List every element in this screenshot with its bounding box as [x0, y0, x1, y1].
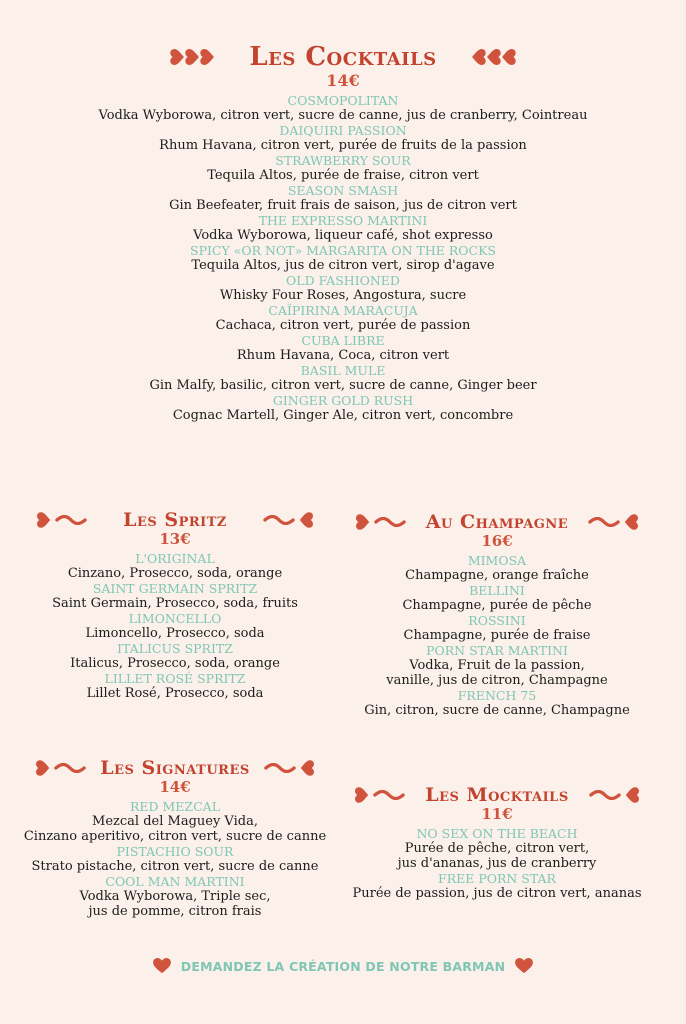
spritz-price: 13€: [159, 530, 191, 548]
drink-name: SPICY «OR NOT» MARGARITA ON THE ROCKS: [190, 243, 496, 258]
champagne-title: Au Champagne: [425, 511, 569, 533]
menu-item: [0, 153, 686, 183]
signatures-price: 14€: [159, 778, 191, 796]
menu-item: [16, 611, 334, 641]
drink-name: FREE PORN STAR: [438, 871, 556, 886]
menu-item: [0, 93, 686, 123]
drink-name: FRENCH 75: [457, 688, 537, 703]
menu-item: [16, 671, 334, 701]
drink-description: Gin Malfy, basilic, citron vert, sucre de canne, Ginger beer: [149, 378, 537, 393]
drink-description-line2: jus de pomme, citron frais: [88, 904, 262, 919]
drink-description: Gin Beefeater, fruit frais de saison, jus de citron vert: [169, 198, 517, 213]
menu-item: [0, 393, 686, 423]
drink-name: ROSSINI: [468, 613, 526, 628]
menu-item: [16, 799, 334, 844]
menu-item: [338, 643, 656, 688]
drink-description: Cachaca, citron vert, purée de passion: [215, 318, 471, 333]
drink-name: ITALICUS SPRITZ: [117, 641, 233, 656]
drink-name: SEASON SMASH: [287, 183, 399, 198]
heart-wave-left-icon: [37, 512, 87, 528]
menu-item: [0, 333, 686, 363]
drink-description: Tequila Altos, jus de citron vert, sirop d'agave: [191, 258, 495, 273]
champagne-price: 16€: [481, 532, 513, 550]
drink-name: COOL MAN MARTINI: [105, 874, 245, 889]
triple-heart-left-icon: [170, 49, 215, 65]
drink-name: PISTACHIO SOUR: [116, 844, 234, 859]
drink-description: Purée de pêche, citron vert,: [404, 841, 590, 856]
drink-name: MIMOSA: [467, 553, 527, 568]
drink-description: Vodka Wyborowa, citron vert, sucre de canne, jus de cranberry, Cointreau: [98, 108, 588, 123]
menu-item: [338, 553, 656, 583]
cocktails-list: [0, 93, 686, 423]
menu-item: [338, 583, 656, 613]
heart-wave-left-icon: [36, 760, 86, 776]
drink-name: CUBA LIBRE: [301, 333, 385, 348]
drink-name: STRAWBERRY SOUR: [275, 153, 411, 168]
mocktails-list: [338, 826, 656, 901]
drink-description: Vodka Wyborowa, Triple sec,: [79, 889, 271, 904]
drink-name: GINGER GOLD RUSH: [272, 393, 414, 408]
cocktails-title: Les Cocktails: [249, 42, 437, 72]
signatures-list: [16, 799, 334, 919]
menu-item: [0, 363, 686, 393]
footer-text: DEMANDEZ LA CRÉATION DE NOTRE BARMAN: [180, 958, 506, 974]
drink-description: Saint Germain, Prosecco, soda, fruits: [52, 596, 298, 611]
drink-description: Gin, citron, sucre de canne, Champagne: [364, 703, 630, 718]
heart-wave-left-icon: [355, 787, 405, 803]
menu-item: [338, 826, 656, 871]
triple-heart-right-icon: [471, 49, 516, 65]
drink-name: THE EXPRESSO MARTINI: [258, 213, 428, 228]
mocktails-title: Les Mocktails: [425, 784, 569, 806]
menu-item: [0, 273, 686, 303]
drink-description-line2: jus d'ananas, jus de cranberry: [397, 856, 597, 871]
drink-name: CAÏPIRINA MARACUJA: [268, 303, 418, 318]
spritz-section: [16, 509, 334, 701]
heart-wave-right-icon: [588, 514, 638, 530]
drink-name: L'ORIGINAL: [135, 551, 215, 566]
drink-description: Limoncello, Prosecco, soda: [85, 626, 265, 641]
spritz-list: [16, 551, 334, 701]
drink-description: Vodka Wyborowa, liqueur café, shot expresso: [193, 228, 493, 243]
menu-item: [16, 844, 334, 874]
drink-name: DAIQUIRI PASSION: [279, 123, 407, 138]
drink-name: LILLET ROSÉ SPRITZ: [104, 671, 246, 686]
drink-description: Rhum Havana, Coca, citron vert: [236, 348, 450, 363]
cocktails-section: [0, 42, 686, 423]
spritz-title: Les Spritz: [123, 509, 227, 531]
drink-description: Tequila Altos, purée de fraise, citron vert: [207, 168, 479, 183]
signatures-title: Les Signatures: [100, 757, 250, 779]
menu-item: [16, 581, 334, 611]
drink-description: Strato pistache, citron vert, sucre de canne: [31, 859, 319, 874]
drink-description: Lillet Rosé, Prosecco, soda: [86, 686, 264, 701]
menu-item: [0, 213, 686, 243]
heart-wave-right-icon: [589, 787, 639, 803]
menu-item: [338, 613, 656, 643]
drink-name: LIMONCELLO: [128, 611, 222, 626]
drink-description: Italicus, Prosecco, soda, orange: [70, 656, 280, 671]
drink-description: Rhum Havana, citron vert, purée de fruits de la passion: [159, 138, 527, 153]
drink-description: Whisky Four Roses, Angostura, sucre: [219, 288, 467, 303]
menu-item: [16, 641, 334, 671]
mocktails-section: [338, 784, 656, 901]
heart-icon: [515, 958, 533, 974]
champagne-section: [338, 511, 656, 718]
drink-name: SAINT GERMAIN SPRITZ: [92, 581, 258, 596]
drink-description-line2: vanille, jus de citron, Champagne: [386, 673, 608, 688]
menu-item: [0, 303, 686, 333]
footer: [0, 958, 686, 974]
menu-item: [338, 688, 656, 718]
heart-wave-right-icon: [264, 760, 314, 776]
drink-description: Cognac Martell, Ginger Ale, citron vert, concombre: [172, 408, 514, 423]
drink-name: COSMOPOLITAN: [287, 93, 399, 108]
cocktails-price: 14€: [326, 71, 360, 90]
drink-description-line2: Cinzano aperitivo, citron vert, sucre de canne: [23, 829, 327, 844]
menu-item: [0, 123, 686, 153]
drink-description: Vodka, Fruit de la passion,: [409, 658, 585, 673]
drink-description: Champagne, purée de fraise: [403, 628, 591, 643]
drink-name: BASIL MULE: [300, 363, 386, 378]
menu-item: [0, 243, 686, 273]
drink-name: BELLINI: [469, 583, 525, 598]
drink-name: OLD FASHIONED: [286, 273, 400, 288]
champagne-list: [338, 553, 656, 718]
signatures-section: [16, 757, 334, 919]
drink-name: NO SEX ON THE BEACH: [416, 826, 578, 841]
menu-item: [16, 551, 334, 581]
drink-name: RED MEZCAL: [129, 799, 221, 814]
drink-description: Champagne, purée de pêche: [402, 598, 592, 613]
heart-icon: [153, 958, 171, 974]
drink-description: Mezcal del Maguey Vida,: [92, 814, 258, 829]
drink-description: Cinzano, Prosecco, soda, orange: [67, 566, 283, 581]
heart-wave-left-icon: [356, 514, 406, 530]
menu-item: [338, 871, 656, 901]
drink-description: Champagne, orange fraîche: [405, 568, 589, 583]
mocktails-price: 11€: [481, 805, 513, 823]
drink-description: Purée de passion, jus de citron vert, ananas: [352, 886, 642, 901]
menu-item: [16, 874, 334, 919]
menu-item: [0, 183, 686, 213]
heart-wave-right-icon: [263, 512, 313, 528]
drink-name: PORN STAR MARTINI: [426, 643, 568, 658]
